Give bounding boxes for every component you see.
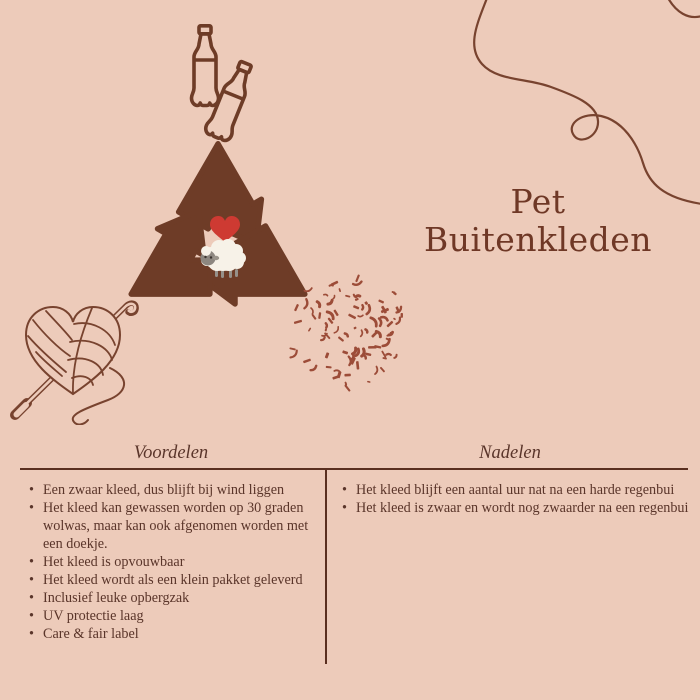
pet-flake [355,274,360,282]
pet-flake [328,300,333,304]
pet-flake [304,288,312,292]
pet-flake [378,299,384,303]
pet-flake [342,350,348,354]
pet-flake [304,299,309,309]
pet-flake [389,332,393,335]
pet-flake [325,328,328,331]
pet-flake [393,318,396,321]
pet-flake [353,282,362,286]
pet-flake [308,327,312,331]
pet-flake [332,375,339,380]
pet-flake [289,347,296,350]
pet-flake [367,381,371,383]
plastic-bottles-icon [150,10,330,160]
pet-flake [362,305,364,309]
pet-flake [333,309,339,316]
cons-list-item: • Het kleed blijft een aantal uur nat na een harde regenbui [341,481,697,499]
pet-flake [396,318,401,325]
pet-flake [356,296,360,297]
cons-list-item: • Het kleed is zwaar en wordt nog zwaarder na een regenbui [341,499,697,517]
pet-flake [334,327,340,334]
pet-flake [333,296,336,299]
pet-flake [364,301,368,305]
pet-flake [345,295,350,298]
pet-flake [330,285,333,286]
pros-list-item: • Het kleed wordt als een klein pakket geleverd [28,571,328,589]
pet-flake [371,317,378,327]
pet-flake [371,331,378,338]
pet-flake [366,305,371,314]
cons-list [341,481,697,517]
pet-flake [401,313,403,318]
pet-flake [375,367,379,375]
pet-flake [303,358,311,363]
pet-flake [360,330,363,336]
pros-list [28,481,328,643]
pet-flake [324,294,328,296]
pros-list-item: • Het kleed kan gewassen worden op 30 graden wolwas, maar kan ook afgenomen worden met een doekje. [28,499,328,553]
pros-list-item: • Het kleed is opvouwbaar [28,553,328,571]
pet-flake [352,348,357,354]
pet-flake [344,374,351,377]
pet-flake [380,367,386,373]
header-divider-line [20,468,688,470]
pet-flake [353,305,360,310]
pet-flake [318,312,321,319]
pros-list-item: • Een zwaar kleed, dus blijft bij wind liggen [28,481,328,499]
pet-flake [382,339,391,347]
pet-flake [317,301,320,307]
pros-header: Voordelen [133,443,209,463]
pet-flake [349,357,351,366]
pet-flake [353,326,356,329]
pet-flake [361,349,365,357]
pet-flake [311,308,313,314]
pet-flake [355,298,359,301]
pet-flake [379,318,381,326]
pros-list-item: • Inclusief leuke opbergzak [28,589,328,607]
pet-flake [326,366,332,369]
pet-flake [325,352,330,358]
pet-flake [381,316,388,321]
pet-flake [345,333,348,337]
pros-list-item: • UV protectie laag [28,607,328,625]
pet-flake [358,315,363,316]
sheep-icon [193,214,253,278]
pet-flake [348,313,356,319]
pet-flake [368,346,377,349]
pet-flake [321,337,325,340]
yarn-heart-crochet-icon [10,290,140,425]
pet-flake [366,329,368,333]
pet-flake [338,336,345,342]
cons-header: Nadelen [479,443,541,463]
pet-flake [344,384,351,392]
page-title: Pet Buitenkleden [423,182,653,259]
pet-flake [294,304,299,312]
pet-flake [290,351,298,359]
pet-flake [394,355,397,358]
pet-flake [326,323,327,327]
pet-flake [356,361,359,370]
pet-flake [334,369,340,372]
pet-flake [386,354,391,356]
pet-flake [327,311,334,320]
pet-flake [310,366,317,371]
pet-flake [338,288,341,292]
shredded-flakes-icon [278,266,428,398]
pet-flake [294,320,302,325]
heart-icon [210,216,240,242]
pros-list-item: • Care & fair label [28,625,328,643]
